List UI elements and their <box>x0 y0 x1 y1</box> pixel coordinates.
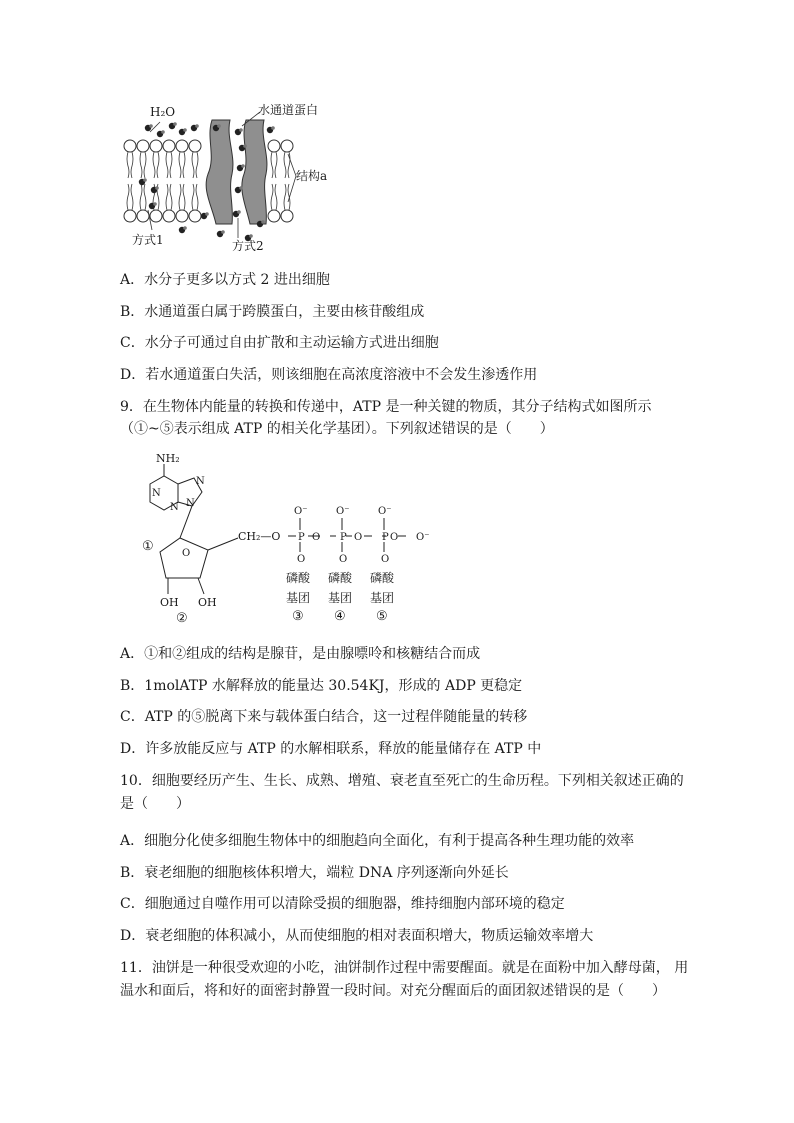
svg-text:P: P <box>298 532 305 543</box>
phosphate-5-word2: 基团 <box>370 591 395 605</box>
svg-text:N: N <box>152 488 161 499</box>
svg-text:N: N <box>170 502 179 513</box>
svg-text:O: O <box>297 554 306 565</box>
aquaporin-right <box>242 120 267 224</box>
lipid-tail <box>271 152 273 178</box>
phosphate-5-word1: 磷酸 <box>370 571 395 585</box>
lipid-head <box>189 140 201 152</box>
lipid-tail <box>131 184 133 210</box>
lipid-head <box>137 140 149 152</box>
lipid-tail <box>170 152 172 178</box>
q10-stem-cont: 是（ ） <box>120 796 190 812</box>
label-3: ③ <box>292 609 304 624</box>
water-molecule <box>237 164 245 171</box>
water-molecule <box>201 212 209 219</box>
q9-option-a: A．①和②组成的结构是腺苷，是由腺嘌呤和核糖结合而成 <box>120 646 481 662</box>
water-molecule <box>217 230 225 237</box>
phosphate-3-word1: 磷酸 <box>286 571 311 585</box>
atp-structure-figure <box>120 454 440 624</box>
q10-option-a: A．细胞分化使多细胞生物体中的细胞趋向全面化，有利于提高各种生理功能的效率 <box>120 833 635 849</box>
oh-left: OH <box>160 596 179 609</box>
water-molecule <box>235 128 243 135</box>
lipid-head <box>176 140 188 152</box>
label-4: ④ <box>334 609 346 624</box>
q10-option-d: D．衰老细胞的体积减小，从而使细胞的相对表面积增大，物质运输效率增大 <box>120 928 594 944</box>
lipid-tail <box>166 184 168 210</box>
way1-label: 方式1 <box>132 233 164 247</box>
svg-text:N: N <box>186 498 195 509</box>
water-molecule <box>139 178 147 185</box>
q8-option-c: C．水分子可通过自由扩散和主动运输方式进出细胞 <box>120 335 439 351</box>
phosphate-4-word2: 基团 <box>328 591 353 605</box>
svg-text:O⁻: O⁻ <box>416 532 430 543</box>
q9-option-d: D．许多放能反应与 ATP 的水解相联系，释放的能量储存在 ATP 中 <box>120 741 542 757</box>
q9-option-b: B．1molATP 水解释放的能量达 30.54KJ，形成的 ADP 更稳定 <box>120 678 523 694</box>
water-molecule <box>151 186 159 193</box>
lipid-tail <box>144 184 146 210</box>
q9-stem-cont: （①~⑤表示组成 ATP 的相关化学基团）。下列叙述错误的是（ ） <box>120 421 554 437</box>
lipid-tail <box>196 184 198 210</box>
lipid-tail <box>131 152 133 178</box>
water-molecule <box>233 210 241 217</box>
water-molecule <box>191 124 199 131</box>
lipid-head <box>150 140 162 152</box>
q11-stem: 11．油饼是一种很受欢迎的小吃，油饼制作过程中需要醒面。就是在面粉中加入酵母菌， 用 <box>120 960 689 976</box>
lipid-tail <box>275 184 277 210</box>
lipid-tail <box>140 152 142 178</box>
q8-option-a: A．水分子更多以方式 2 进出细胞 <box>120 272 330 288</box>
lipid-head <box>176 210 188 222</box>
aquaporin-label: 水通道蛋白 <box>258 103 319 117</box>
svg-text:P: P <box>340 532 347 543</box>
lipid-tail <box>284 152 286 178</box>
label-2: ② <box>176 611 188 624</box>
svg-text:O: O <box>354 532 363 543</box>
lipid-head <box>150 210 162 222</box>
q9-stem: 9．在生物体内能量的转换和传递中，ATP 是一种关键的物质，其分子结构式如图所示 <box>120 399 652 415</box>
lipid-tail <box>196 152 198 178</box>
lipid-tail <box>183 152 185 178</box>
lipid-tail <box>179 184 181 210</box>
h2o-label: H₂O <box>150 105 176 119</box>
nh2-label: NH₂ <box>156 454 180 465</box>
svg-text:O: O <box>312 532 321 543</box>
lipid-tail <box>144 152 146 178</box>
q10-option-b: B．衰老细胞的细胞核体积增大，端粒 DNA 序列逐渐向外延长 <box>120 865 509 881</box>
lipid-tail <box>271 184 273 210</box>
structure-a-label: 结构a <box>296 169 328 183</box>
water-molecule <box>169 122 177 129</box>
q9-option-c: C．ATP 的⑤脱离下来与载体蛋白结合，这一过程伴随能量的转移 <box>120 709 528 725</box>
lipid-tail <box>157 152 159 178</box>
q11-stem-cont: 温水和面后，将和好的面密封静置一段时间。对充分醒面后的面团叙述错误的是（ ） <box>120 983 666 999</box>
lipid-head <box>124 140 136 152</box>
ch2-o-label: CH₂—O <box>238 530 281 543</box>
lipid-tail <box>170 184 172 210</box>
q10-stem: 10．细胞要经历产生、生长、成熟、增殖、衰老直至死亡的生命历程。下列相关叙述正确的 <box>120 773 684 789</box>
lipid-head <box>268 140 280 152</box>
water-molecule <box>179 128 187 135</box>
lipid-head <box>163 210 175 222</box>
q8-option-b: B．水通道蛋白属于跨膜蛋白，主要由核苷酸组成 <box>120 304 425 320</box>
q10-option-c: C．细胞通过自噬作用可以清除受损的细胞器，维持细胞内部环境的稳定 <box>120 896 565 912</box>
lipid-tail <box>166 152 168 178</box>
water-molecule <box>149 202 157 209</box>
lipid-head <box>281 140 293 152</box>
lipid-tail <box>179 152 181 178</box>
lipid-head <box>281 210 293 222</box>
lipid-head <box>137 210 149 222</box>
o-minus-4: O⁻ <box>336 506 350 517</box>
lipid-tail <box>284 184 286 210</box>
svg-text:N: N <box>196 476 205 487</box>
lipid-tail <box>127 152 129 178</box>
label-5: ⑤ <box>376 609 388 624</box>
phosphate-3-word2: 基团 <box>286 591 311 605</box>
lipid-tail <box>153 152 155 178</box>
lipid-tail <box>183 184 185 210</box>
lipid-tail <box>127 184 129 210</box>
svg-text:O: O <box>390 532 399 543</box>
svg-text:P: P <box>382 532 389 543</box>
lipid-tail <box>192 152 194 178</box>
water-molecule <box>267 126 275 133</box>
membrane-figure <box>120 98 360 258</box>
label-1: ① <box>142 539 154 554</box>
svg-text:O: O <box>381 554 390 565</box>
q8-option-d: D．若水通道蛋白失活，则该细胞在高浓度溶液中不会发生渗透作用 <box>120 367 538 383</box>
water-molecule <box>157 130 165 137</box>
lipid-head <box>124 210 136 222</box>
svg-text:O: O <box>339 554 348 565</box>
way2-label: 方式2 <box>232 239 264 253</box>
lipid-head <box>163 140 175 152</box>
o-minus-3: O⁻ <box>294 506 308 517</box>
water-molecule <box>179 226 187 233</box>
lipid-tail <box>140 184 142 210</box>
lipid-head <box>268 210 280 222</box>
aquaporin-left <box>206 120 233 224</box>
phosphate-4-word1: 磷酸 <box>328 571 353 585</box>
lipid-tail <box>192 184 194 210</box>
svg-text:O: O <box>182 548 191 559</box>
o-minus-5: O⁻ <box>378 506 392 517</box>
oh-right: OH <box>198 596 217 609</box>
lipid-head <box>189 210 201 222</box>
lipid-tail <box>275 152 277 178</box>
